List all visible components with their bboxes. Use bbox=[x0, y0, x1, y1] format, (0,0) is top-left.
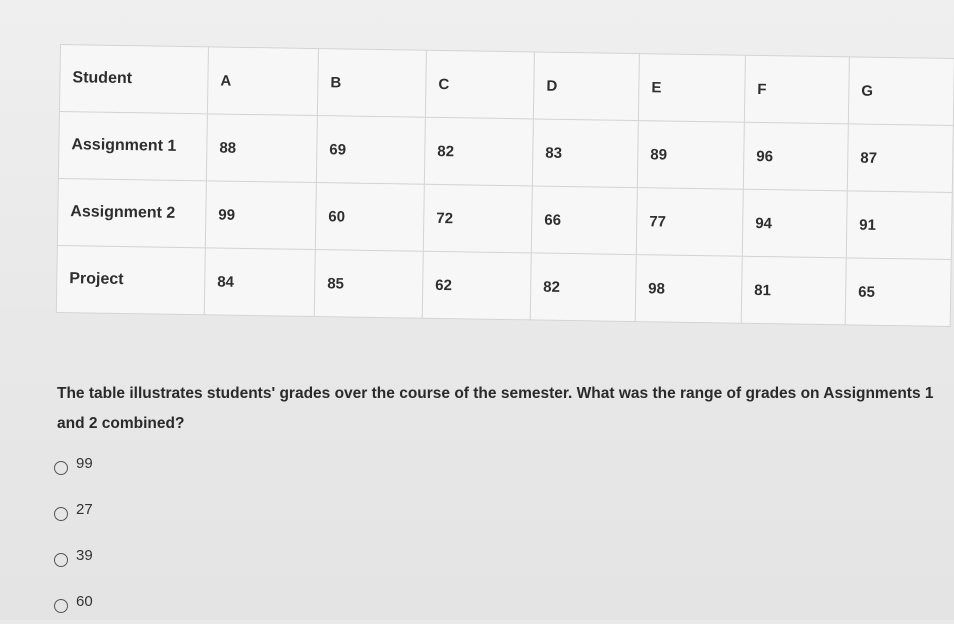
question-text: The table illustrates students' grades over the course of the semester. What was the range of grades on Assignments 1 and 2 combined? bbox=[57, 385, 934, 432]
table-cell: 98 bbox=[635, 255, 742, 324]
table-cell: 99 bbox=[205, 181, 316, 250]
column-header: D bbox=[533, 52, 639, 121]
table-cell: 72 bbox=[423, 184, 532, 253]
row-label: Project bbox=[56, 245, 205, 314]
choice-label: 39 bbox=[76, 546, 93, 564]
column-header: E bbox=[638, 54, 745, 123]
column-header: B bbox=[317, 49, 426, 118]
radio-button[interactable] bbox=[54, 461, 68, 475]
table-cell: 88 bbox=[206, 114, 317, 183]
table-cell: 82 bbox=[530, 253, 636, 322]
radio-button[interactable] bbox=[54, 507, 68, 521]
choice-label: 99 bbox=[76, 454, 93, 472]
answer-choices bbox=[54, 440, 93, 624]
table-cell: 89 bbox=[637, 121, 744, 190]
answer-choice[interactable] bbox=[54, 532, 93, 578]
table-cell: 81 bbox=[741, 256, 846, 325]
grades-table bbox=[56, 44, 954, 327]
table-cell: 84 bbox=[204, 248, 315, 317]
table-cell: 85 bbox=[314, 250, 423, 319]
choice-label: 27 bbox=[76, 500, 93, 518]
table-cell: 66 bbox=[531, 186, 637, 255]
column-header: C bbox=[425, 50, 534, 119]
column-header: A bbox=[207, 47, 318, 116]
column-header-student: Student bbox=[59, 45, 208, 114]
table-cell: 91 bbox=[846, 191, 952, 260]
radio-button[interactable] bbox=[54, 599, 68, 613]
table-cell: 83 bbox=[532, 119, 638, 188]
row-label: Assignment 2 bbox=[57, 178, 206, 247]
table-cell: 82 bbox=[424, 117, 533, 186]
table-cell: 69 bbox=[316, 116, 425, 185]
table-cell: 65 bbox=[845, 258, 951, 327]
table-cell: 62 bbox=[422, 251, 531, 320]
column-header: F bbox=[744, 55, 849, 124]
answer-choice[interactable] bbox=[54, 486, 93, 532]
column-header: G bbox=[848, 57, 954, 126]
answer-choice[interactable] bbox=[54, 440, 93, 486]
table-cell: 87 bbox=[847, 124, 953, 193]
table-row bbox=[56, 245, 951, 326]
radio-button[interactable] bbox=[54, 553, 68, 567]
row-label: Assignment 1 bbox=[58, 111, 207, 180]
answer-choice[interactable] bbox=[54, 578, 93, 624]
choice-label: 60 bbox=[76, 592, 93, 610]
table-cell: 60 bbox=[315, 183, 424, 252]
table-cell: 77 bbox=[636, 188, 743, 257]
table-cell: 94 bbox=[742, 189, 847, 258]
table-cell: 96 bbox=[743, 122, 848, 191]
